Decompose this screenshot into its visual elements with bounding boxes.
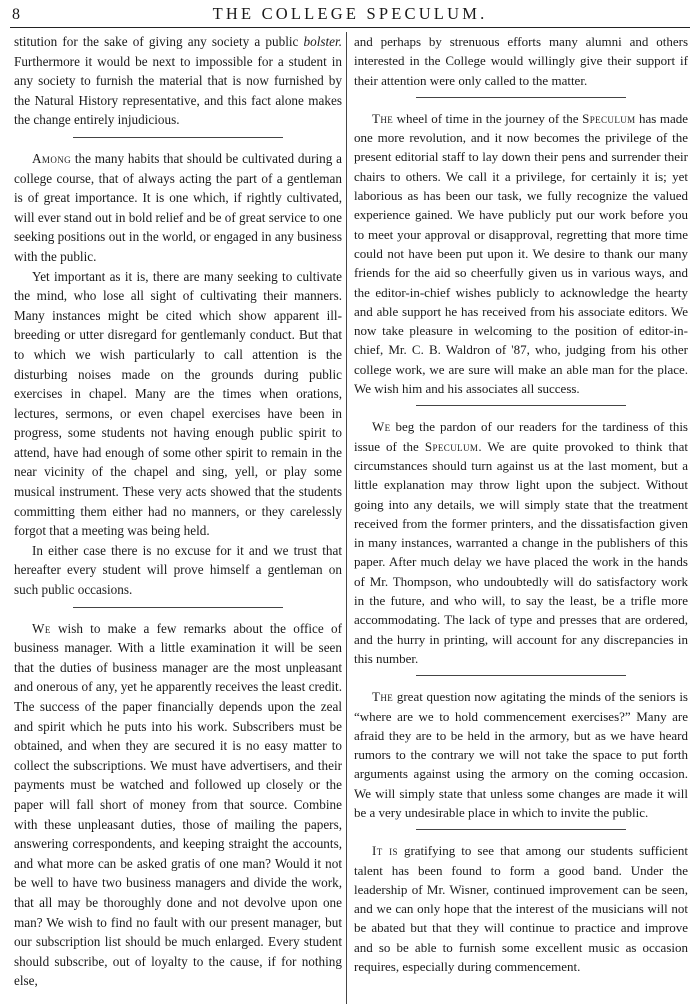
article-commencement	[354, 687, 688, 822]
emphasized-word: bolster.	[303, 34, 342, 49]
right-column	[354, 32, 688, 976]
paragraph-text: gratifying to see that among our students sufficient talent has been found to form a good band. Under the leadership of Mr. Wisner, continued improvement can be seen, and we can only hope that the interest of the musicians will not be abated but that they will continue to practice and improve and so be able to furnish some excellent music as occasion requires, especially during commencement.	[354, 843, 688, 975]
article-paragraph	[354, 417, 688, 668]
left-column	[14, 32, 342, 991]
article-lead: The	[372, 689, 394, 705]
paragraph-text: the many habits that should be cultivated during a college course, that of always acting the part of a gentleman is of great importance. It is one which, if rightly cultivated, will ever stand out in bold relief and be of great service to one seeking positions out in the world, or engaged in any business with the public.	[14, 150, 342, 264]
article-paragraph	[14, 619, 342, 991]
article-lead: Among	[32, 150, 72, 166]
article-paragraph	[354, 841, 688, 976]
header-rule	[10, 27, 690, 28]
paragraph-text: . We are quite provoked to think that circumstances should turn against us at the last moment, but a little explanation may throw light upon the subject. Without going into any details, we will simply state that the treatment received from the former printers, and the dissatisfaction given in many instances, warranted a change in the publishers of this paper. After much delay we have placed the work in the hands of Mr. Thompson, who undoubtedly will do satisfactory work in the future, and who will, to say the least, be a trifle more accommodating. The lack of type and presses that are ordered, and the hurry in printing, will account for any discrepancies in this number.	[354, 438, 688, 666]
article-paragraph	[354, 109, 688, 398]
article-business-manager	[14, 619, 342, 991]
article-separator	[416, 405, 626, 406]
article-manners	[14, 149, 342, 600]
article-paragraph	[354, 687, 688, 822]
journal-title: THE COLLEGE SPECULUM.	[212, 4, 488, 23]
column-divider	[346, 32, 347, 1004]
paragraph-text: wheel of time in the journey of the	[393, 110, 583, 126]
article-editorial-staff	[354, 109, 688, 398]
article-tardiness	[354, 417, 688, 668]
paragraph-text: beg the pardon of our readers for the tardiness of this issue of the	[354, 419, 688, 454]
article-separator	[416, 829, 626, 830]
page-header	[0, 0, 700, 32]
paragraph-text: has made one more revolution, and it now becomes the privilege of the present editorial staff to lay down their pens and surrender their chairs to others. We call it a privilege, for certainly it is; yet laborious as has been our task, we fully recognize the valued experience gained. We have publicly put our work before you to meet your approval or disapproval, regretting that more time could not have been put upon it. We desire to thank our many friends for the aid so cheerfully given us in various ways, and the editor-in-chief wishes publicly to acknowledge the hearty and able support he has received from his associate editors. We now take pleasure in welcoming to the position of editor-in-chief, Mr. C. B. Waldron of '87, who, judging from his other college work, we are sure will make an able man for the place. We wish him and his associates all success.	[354, 110, 689, 397]
article-paragraph	[14, 149, 342, 267]
article-separator	[416, 675, 626, 676]
article-lead: We	[372, 419, 391, 435]
article-separator	[416, 97, 626, 98]
speculum-name: Speculum	[582, 110, 636, 126]
article-separator	[73, 607, 283, 608]
article-lead: The	[372, 110, 394, 126]
speculum-name: Speculum	[424, 438, 479, 454]
article-paragraph: In either case there is no excuse for it and we trust that hereafter every student will prove himself a gentleman on such public occasions.	[14, 542, 342, 598]
article-separator	[73, 137, 283, 138]
paragraph-text: great question now agitating the minds of the seniors is “where are we to hold commencement exercises?” Many are afraid they are to be held in the armory, but as we have heard rumors to the contrary we will not take the space to put forth arguments against using the armory on the coming occasion. We will simply state that unless some changes are made it will be a very undesirable place in which to invite the public.	[354, 689, 688, 820]
continued-paragraph: and perhaps by strenuous efforts many alumni and others interested in the College would willingly give their support if their attention were only called to the matter.	[354, 34, 688, 88]
paragraph-text: wish to make a few remarks about the office of business manager. With a little examination it will be seen that the duties of business manager are the most unpleasant and onerous of any, yet he apparently receives the least credit. The success of the paper financially depends upon the zeal and spirit which he puts into his work. Subscribers must be obtained, and when they are secured it is no easy matter to collect the subscriptions. We must have advertisers, and their payments must be watched and followed up closely or the paper will fall short of money from that source. Combine with these unpleasant duties, those of mailing the papers, answering correspondents, and keeping straight the accounts, and what more can be asked gratis of one man? Would it not be well to have two business managers and divide the work, that all may be thoroughly done and not devolve upon one man? We wish to find no fault with our present manager, but our subscription list should be much enlarged. Every student should subscribe, out of loyalty to the cause, if for nothing else,	[14, 620, 342, 989]
article-lead: We	[32, 620, 51, 636]
continued-paragraph: stitution for the sake of giving any society a public bolster. Furthermore it would be next to impossible for a student in any society to furnish the material that is now furnished by the Natural History representative, and this fact alone makes the change entirely injudicious.	[14, 34, 342, 128]
article-lead: It is	[372, 843, 398, 859]
article-paragraph: Yet important as it is, there are many seeking to cultivate the mind, who lose all sight of cultivating their manners. Many instances might be cited which show apparent ill-breeding or utter disregard for gentlemanly conduct. But that to which we wish particularly to call attention is the disturbing noises made on the grounds during public exercises in chapel. Many are the times when orations, lectures, sermons, or even chapel exercises have been in progress, some students not having enough public spirit to attend, have had enough of some other spirit to remain in the near vicinity of the chapel and sing, yell, or play some musical instrument. These very acts showed that the students committing them either had no manners, or they carelessly forgot that a meeting was being held.	[14, 268, 342, 539]
page-number: 8	[12, 6, 20, 23]
article-band	[354, 841, 688, 976]
